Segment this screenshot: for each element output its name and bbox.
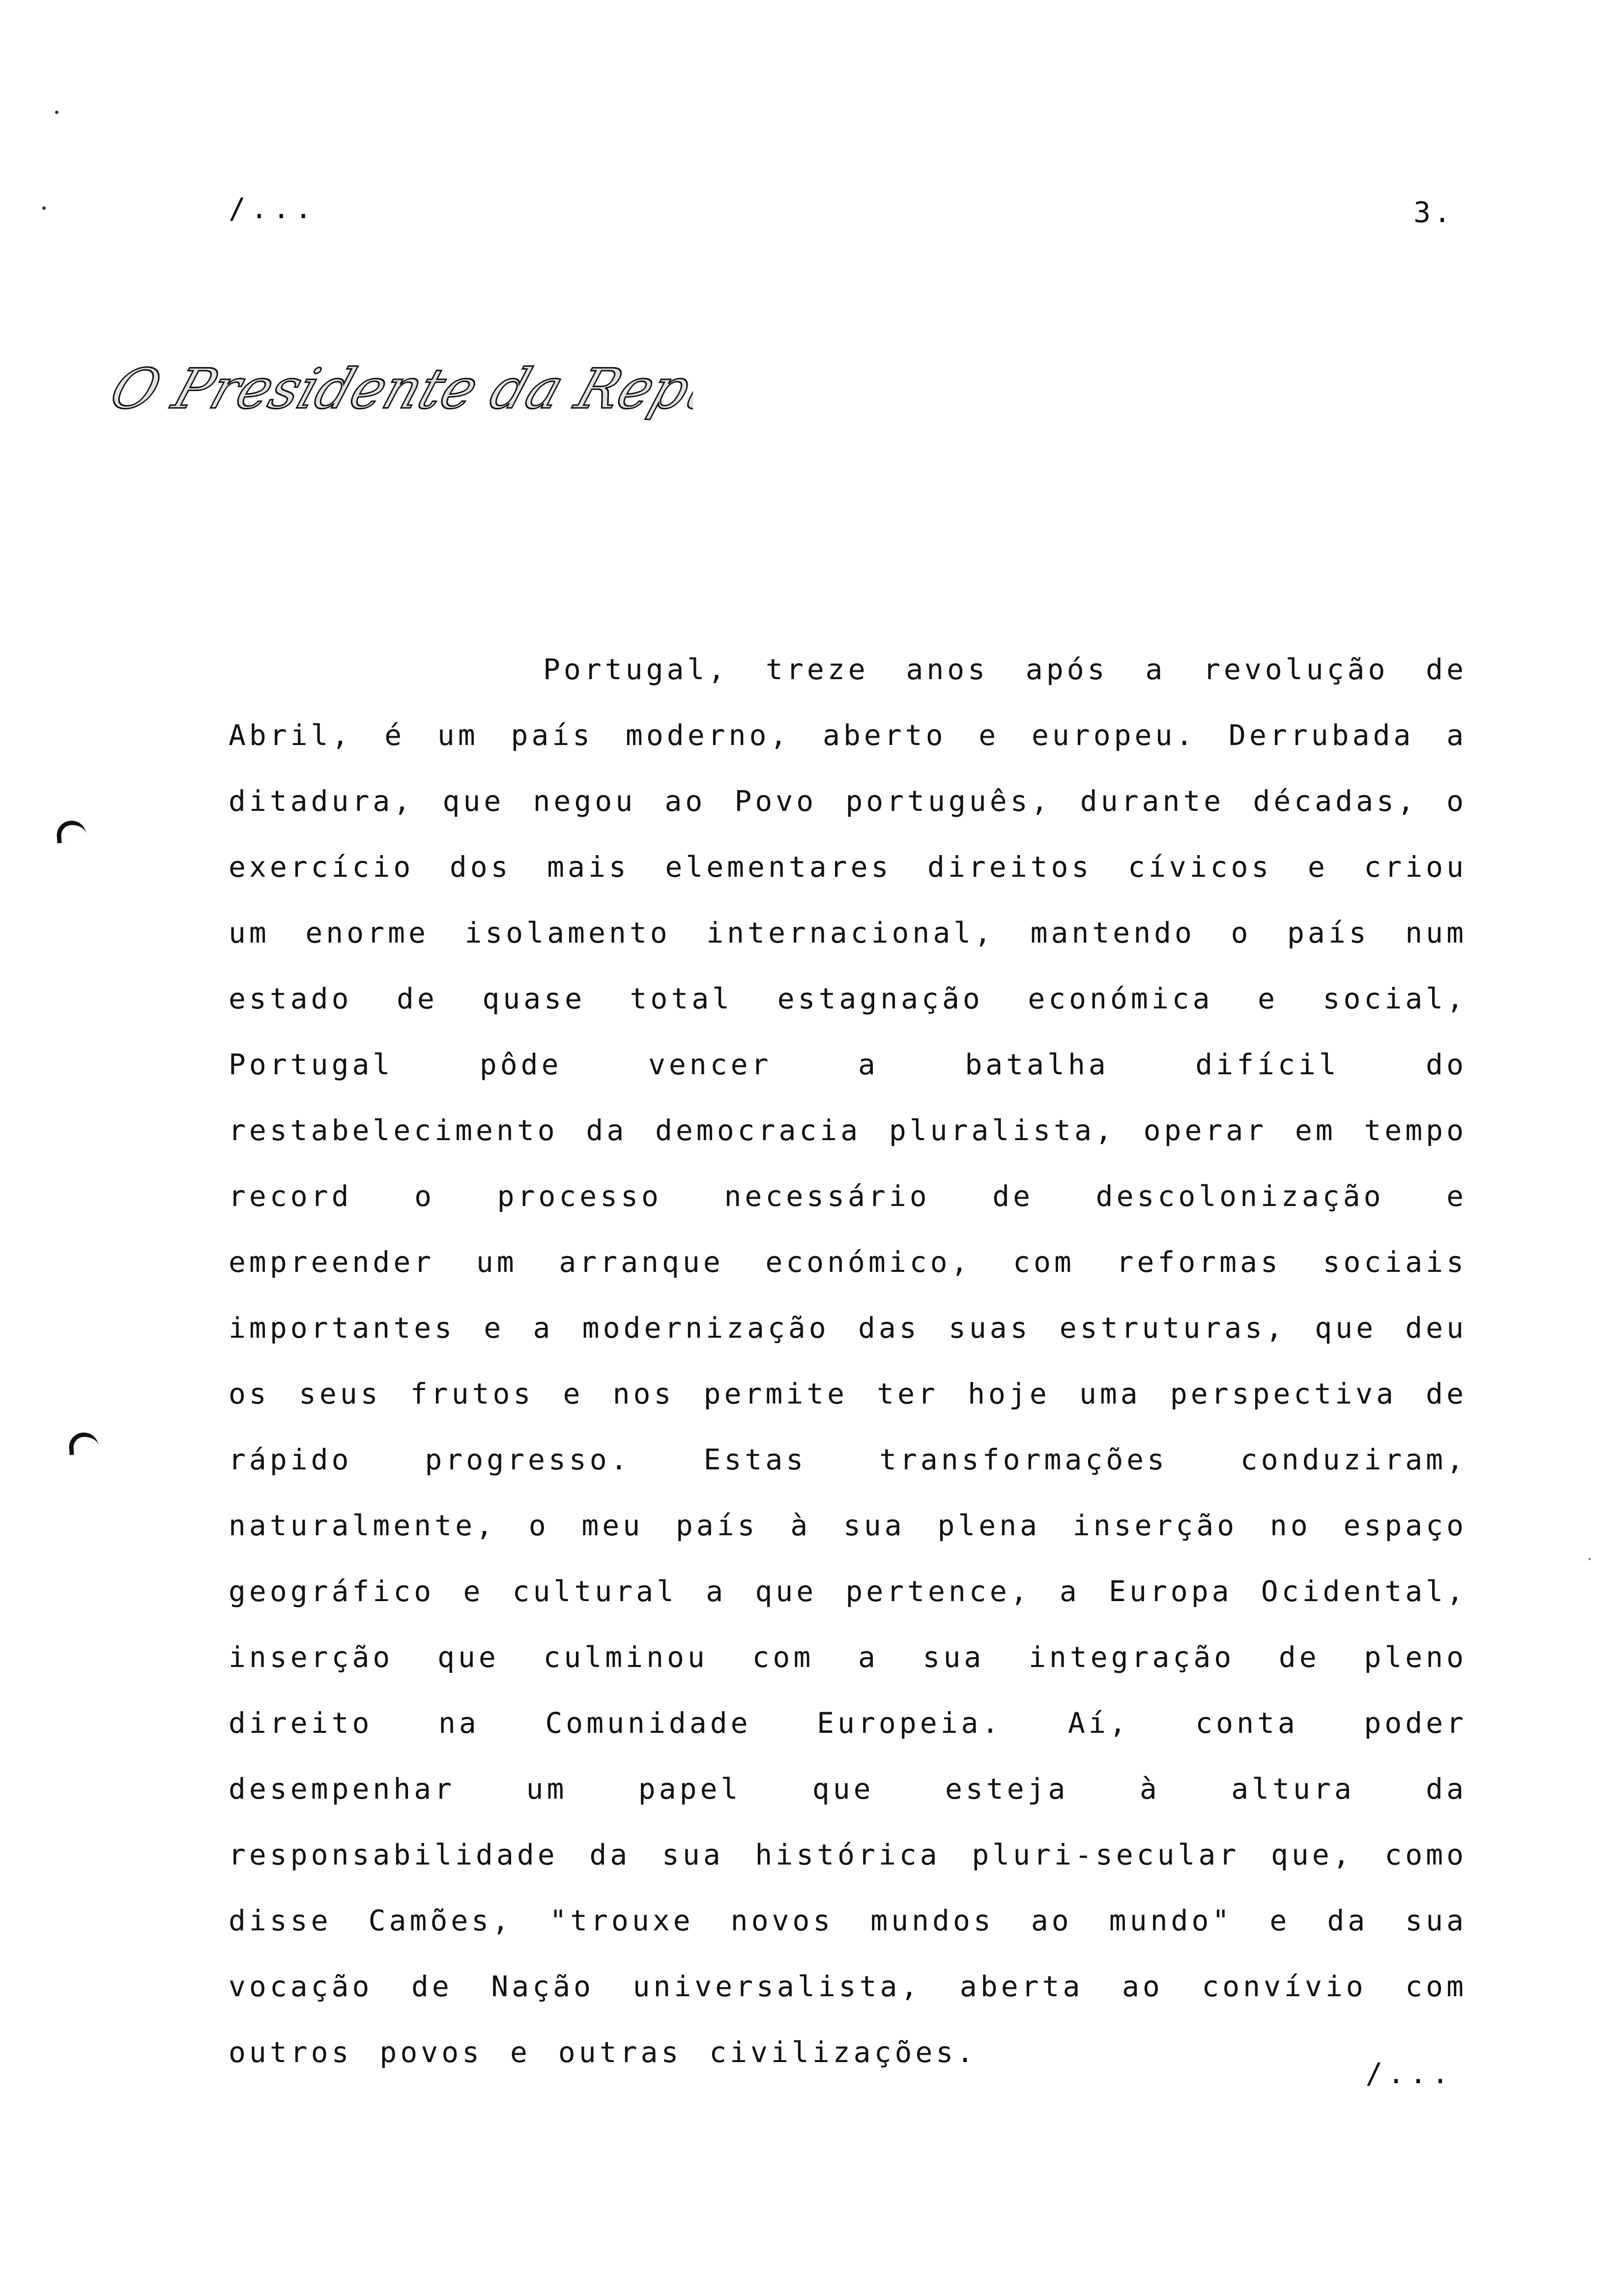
- letter-body: [229, 636, 1467, 2085]
- page-number: 3.: [1413, 196, 1454, 229]
- letterhead-script: [103, 344, 693, 437]
- letterhead-logo: [103, 344, 693, 437]
- body-paragraph: Portugal, treze anos após a revolução de Abril, é um país moderno, aberto e europeu. Derrubada a ditadura, que negou ao Povo português, durante décadas, o exercício dos mais elementares direitos cívicos e criou um enorme isolamento internacional, mantendo o país num estado de quase total estagnação económica e social, Portugal pôde vencer a batalha difícil do restabelecimento da democracia pluralista, operar em tempo record o processo necessário de descolonização e empreender um arranque económico, com reformas sociais importantes e a modernização das suas estruturas, que deu os seus frutos e nos permite ter hoje uma perspectiva de rápido progresso. Estas transformações conduziram, naturalmente, o meu país à sua plena inserção no espaço geográfico e cultural a que pertence, a Europa Ocidental, inserção que culminou com a sua integração de pleno direito na Comunidade Europeia. Aí, conta poder desempenhar um papel que esteja à altura da responsabilidade da sua histórica pluri-secular que, como disse Camões, "trouxe novos mundos ao mundo" e da sua vocação de Nação universalista, aberta ao convívio com outros povos e outras civilizações.: [229, 653, 1467, 2069]
- punch-hole-mark: [68, 1432, 99, 1455]
- top-continuation-mark: /...: [229, 192, 317, 225]
- bottom-continuation-mark: /...: [1365, 2057, 1454, 2090]
- scan-speck: [55, 111, 58, 114]
- punch-hole-mark: [56, 820, 87, 843]
- svg-text:O Presidente da República: O Presidente da República: [103, 357, 693, 422]
- scan-speck: [42, 206, 46, 210]
- svg-text:O Presidente da República: O Presidente da República: [103, 357, 693, 422]
- scan-speck: [1588, 1558, 1591, 1560]
